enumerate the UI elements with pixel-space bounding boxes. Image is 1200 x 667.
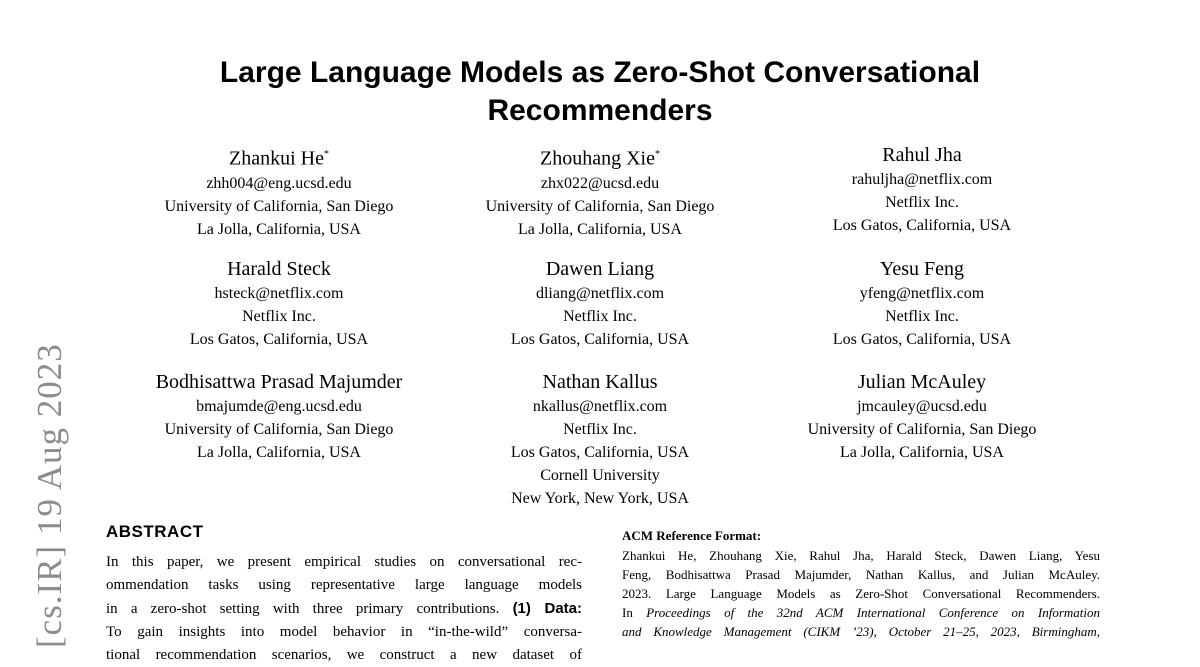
abstract-body — [106, 551, 582, 667]
author-email[interactable]: dliang@netflix.com — [535, 285, 665, 302]
paper-title — [150, 54, 1050, 130]
author-location: Los Gatos, California, USA — [189, 331, 369, 348]
abstract-line: tional recommendation scenarios, we construct a new dataset of — [106, 647, 582, 663]
author-email[interactable]: hsteck@netflix.com — [214, 285, 344, 302]
arxiv-identifier-stamp: [cs.IR] 19 Aug 2023 — [30, 343, 69, 648]
author-email[interactable]: rahuljha@netflix.com — [851, 171, 993, 188]
abstract-line: ommendation tasks using representative large language models — [106, 577, 582, 593]
author-location: Los Gatos, California, USA — [832, 331, 1012, 348]
author-affiliation: University of California, San Diego — [807, 421, 1037, 438]
acm-reference-body — [622, 546, 1100, 641]
author-email[interactable]: nkallus@netflix.com — [532, 398, 668, 415]
author-affiliation: Netflix Inc. — [885, 308, 959, 325]
author-email[interactable]: jmcauley@ucsd.edu — [857, 398, 987, 415]
author-block — [762, 369, 1082, 464]
proceedings-title: Proceedings of the 32nd ACM International Conference on Information — [646, 605, 1100, 620]
author-block — [119, 256, 439, 351]
author-name: Harald Steck — [227, 258, 331, 280]
author-block — [119, 369, 439, 464]
author-block — [119, 142, 439, 241]
paper-title-line-1: Large Language Models as Zero-Shot Conversational — [219, 56, 981, 89]
author-location: La Jolla, California, USA — [518, 220, 682, 238]
author-name: Julian McAuley — [857, 371, 987, 393]
author-block — [440, 369, 760, 510]
author-block — [762, 142, 1082, 237]
contribution-label: (1) Data: — [512, 600, 582, 617]
author-affiliation: Netflix Inc. — [563, 421, 637, 438]
author-name: Bodhisattwa Prasad Majumder — [155, 371, 403, 393]
author-location: Los Gatos, California, USA — [832, 217, 1012, 234]
author-affiliation: Netflix Inc. — [563, 308, 637, 325]
author-email[interactable]: zhx022@ucsd.edu — [540, 174, 660, 192]
equal-contribution-mark: * — [654, 149, 660, 160]
acm-reference-line: and Knowledge Management (CIKM ’23), October 21–25, 2023, Birmingham, — [622, 624, 1100, 639]
author-name: Rahul Jha — [882, 144, 962, 166]
acm-reference-heading: ACM Reference Format: — [622, 528, 762, 543]
author-block — [440, 142, 760, 241]
author-affiliation: University of California, San Diego — [164, 421, 394, 438]
equal-contribution-mark: * — [323, 149, 329, 160]
author-block — [440, 256, 760, 351]
author-email[interactable]: yfeng@netflix.com — [859, 285, 985, 302]
author-location: La Jolla, California, USA — [197, 220, 361, 238]
abstract-line: in a zero-shot setting with three primary contributions. (1) Data: — [106, 600, 582, 617]
abstract-line: In this paper, we present empirical studies on conversational rec- — [106, 554, 582, 570]
author-block — [762, 256, 1082, 351]
author-name: Zhouhang Xie — [540, 147, 655, 170]
author-affiliation: University of California, San Diego — [485, 197, 715, 215]
acm-reference-line: 2023. Large Language Models as Zero-Shot Conversational Recommenders. — [622, 586, 1100, 601]
author-email[interactable]: bmajumde@eng.ucsd.edu — [196, 398, 362, 415]
author-location: La Jolla, California, USA — [840, 444, 1004, 461]
author-email[interactable]: zhh004@eng.ucsd.edu — [206, 174, 352, 192]
acm-reference-line: Feng, Bodhisattwa Prasad Majumder, Nathan Kallus, and Julian McAuley. — [622, 567, 1100, 582]
author-affiliation: Netflix Inc. — [885, 194, 959, 211]
acm-reference-line: Zhankui He, Zhouhang Xie, Rahul Jha, Harald Steck, Dawen Liang, Yesu — [622, 548, 1100, 563]
author-location: Los Gatos, California, USA — [510, 444, 690, 461]
author-name: Zhankui He — [229, 147, 324, 170]
author-location: La Jolla, California, USA — [197, 444, 361, 461]
author-name: Nathan Kallus — [542, 371, 658, 393]
author-name: Dawen Liang — [545, 258, 655, 280]
author-location-secondary: New York, New York, USA — [511, 490, 689, 507]
abstract-heading: ABSTRACT — [106, 522, 204, 541]
author-affiliation: Netflix Inc. — [242, 308, 316, 325]
acm-reference-line: In Proceedings of the 32nd ACM International Conference on Information — [622, 605, 1100, 620]
author-location: Los Gatos, California, USA — [510, 331, 690, 348]
author-affiliation: University of California, San Diego — [164, 197, 394, 215]
author-name: Yesu Feng — [879, 258, 965, 280]
abstract-line: To gain insights into model behavior in “in-the-wild” conversa- — [106, 624, 582, 640]
paper-title-line-2: Recommenders — [487, 94, 713, 127]
author-affiliation-secondary: Cornell University — [540, 467, 660, 484]
